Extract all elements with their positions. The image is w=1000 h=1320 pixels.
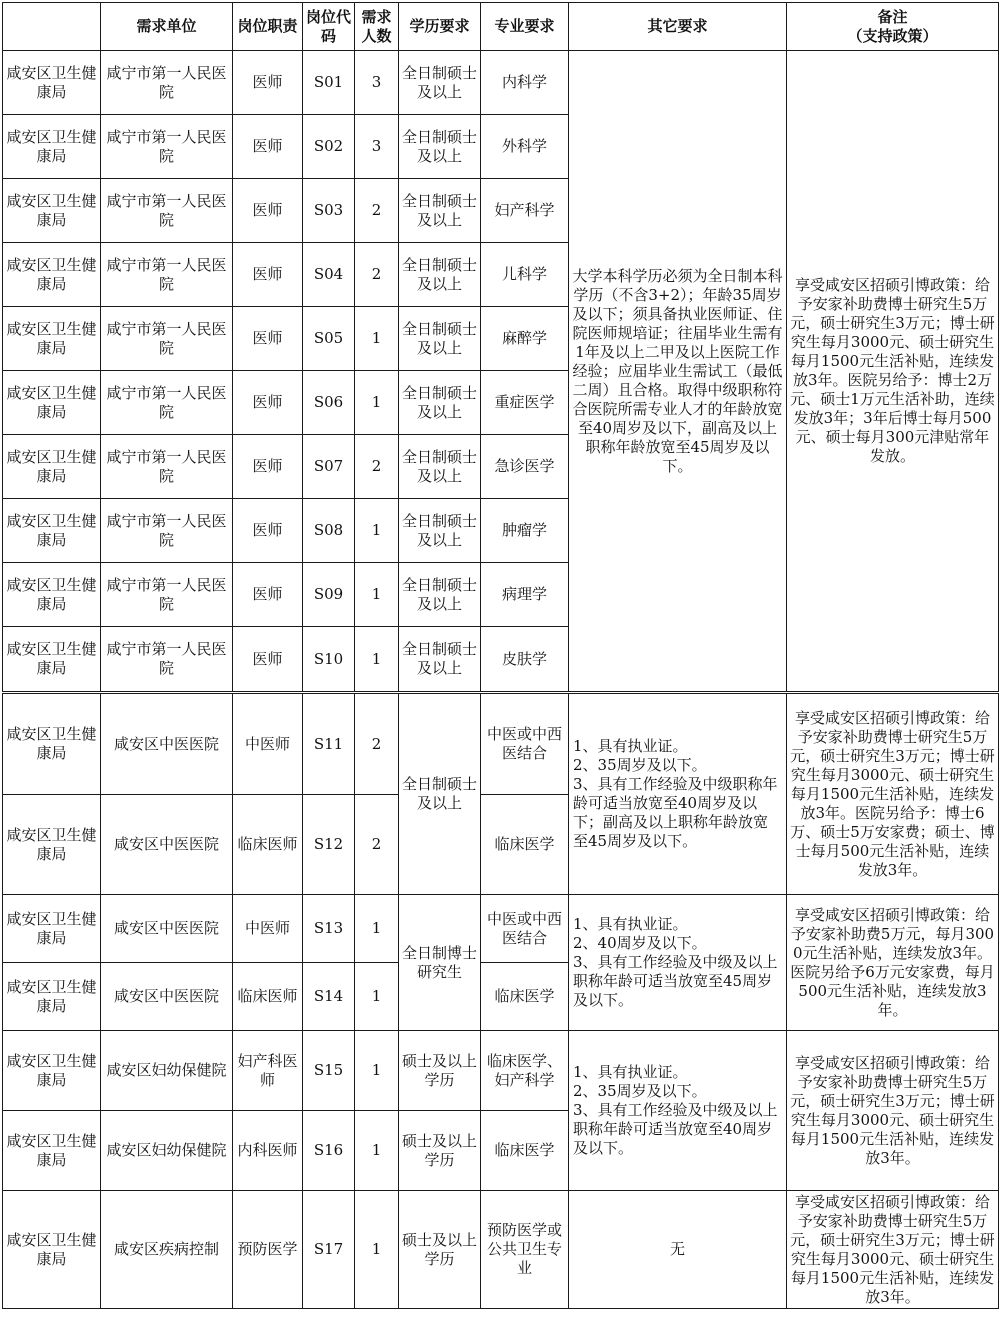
table-row [3,1191,999,1309]
cell-code: S10 [303,627,355,693]
cell-edu: 全日制硕士及以上 [399,563,481,627]
cell-org: 咸安区卫生健康局 [3,371,101,435]
cell-num: 2 [355,693,399,795]
cell-duty: 临床医师 [233,963,303,1031]
cell-major: 儿科学 [481,243,569,307]
cell-major: 急诊医学 [481,435,569,499]
cell-num: 1 [355,1031,399,1111]
cell-edu: 硕士及以上学历 [399,1191,481,1309]
cell-other: 无 [569,1191,787,1309]
cell-org: 咸安区卫生健康局 [3,795,101,895]
cell-edu: 全日制硕士及以上 [399,179,481,243]
cell-num: 1 [355,895,399,963]
cell-code: S04 [303,243,355,307]
cell-num: 2 [355,795,399,895]
cell-edu: 全日制硕士及以上 [399,435,481,499]
cell-edu: 全日制硕士及以上 [399,627,481,693]
cell-note-group4: 享受咸安区招硕引博政策：给予安家补助费博士研究生5万元，硕士研究生3万元；博士研究生每月3000元、硕士研究生每月1500元生活补贴，连续发放3年。 [787,1031,999,1191]
cell-duty: 中医师 [233,693,303,795]
cell-org: 咸安区卫生健康局 [3,1191,101,1309]
cell-org: 咸安区卫生健康局 [3,51,101,115]
cell-duty: 医师 [233,243,303,307]
cell-unit: 咸安区疾病控制 [101,1191,233,1309]
cell-code: S05 [303,307,355,371]
cell-code: S07 [303,435,355,499]
cell-duty: 预防医学 [233,1191,303,1309]
header-num: 需求人数 [355,3,399,51]
cell-num: 2 [355,435,399,499]
cell-org: 咸安区卫生健康局 [3,1031,101,1111]
cell-edu-group3: 全日制博士研究生 [399,895,481,1031]
cell-num: 1 [355,1111,399,1191]
cell-edu: 全日制硕士及以上 [399,499,481,563]
cell-num: 1 [355,1191,399,1309]
cell-duty: 中医师 [233,895,303,963]
cell-num: 1 [355,963,399,1031]
cell-duty: 医师 [233,563,303,627]
header-duty: 岗位职责 [233,3,303,51]
header-code: 岗位代码 [303,3,355,51]
cell-duty: 医师 [233,435,303,499]
cell-org: 咸安区卫生健康局 [3,307,101,371]
cell-note-group2: 享受咸安区招硕引博政策：给予安家补助费博士研究生5万元，硕士研究生3万元；博士研究生每月3000元、硕士研究生每月1500元生活补贴，连续发放3年。医院另给予：博士6万、硕士5万安家费；硕士、博士每月500元生活补贴，连续发放3年。 [787,693,999,895]
cell-major: 临床医学 [481,795,569,895]
cell-major: 预防医学或公共卫生专业 [481,1191,569,1309]
cell-duty: 医师 [233,307,303,371]
header-note-title: 备注 [877,7,908,26]
cell-unit: 咸安区中医医院 [101,963,233,1031]
cell-unit: 咸安区妇幼保健院 [101,1031,233,1111]
cell-unit: 咸宁市第一人民医院 [101,51,233,115]
cell-major: 病理学 [481,563,569,627]
cell-org: 咸安区卫生健康局 [3,895,101,963]
cell-major: 临床医学、妇产科学 [481,1031,569,1111]
cell-unit: 咸宁市第一人民医院 [101,179,233,243]
cell-code: S15 [303,1031,355,1111]
header-note-sub: （支持政策） [847,26,938,45]
header-col0 [3,3,101,51]
cell-major: 重症医学 [481,371,569,435]
header-major: 专业要求 [481,3,569,51]
cell-code: S16 [303,1111,355,1191]
cell-code: S02 [303,115,355,179]
recruitment-table [2,2,999,1309]
cell-org: 咸安区卫生健康局 [3,563,101,627]
cell-num: 1 [355,627,399,693]
cell-num: 3 [355,51,399,115]
cell-org: 咸安区卫生健康局 [3,243,101,307]
cell-duty: 医师 [233,627,303,693]
cell-num: 2 [355,179,399,243]
cell-num: 3 [355,115,399,179]
cell-major: 中医或中西医结合 [481,693,569,795]
cell-other-group3: 1、具有执业证。 2、40周岁及以下。 3、具有工作经验及中级及以上职称年龄可适当放宽至45周岁及以下。 [569,895,787,1031]
header-note [787,3,999,51]
cell-org: 咸安区卫生健康局 [3,179,101,243]
cell-edu: 硕士及以上学历 [399,1111,481,1191]
cell-org: 咸安区卫生健康局 [3,963,101,1031]
header-unit: 需求单位 [101,3,233,51]
cell-code: S17 [303,1191,355,1309]
cell-org: 咸安区卫生健康局 [3,693,101,795]
cell-edu: 全日制硕士及以上 [399,371,481,435]
cell-code: S09 [303,563,355,627]
cell-duty: 医师 [233,179,303,243]
cell-num: 2 [355,243,399,307]
cell-unit: 咸宁市第一人民医院 [101,435,233,499]
cell-major: 皮肤学 [481,627,569,693]
cell-unit: 咸安区中医医院 [101,895,233,963]
cell-duty: 医师 [233,115,303,179]
cell-org: 咸安区卫生健康局 [3,499,101,563]
cell-unit: 咸宁市第一人民医院 [101,371,233,435]
cell-major: 临床医学 [481,1111,569,1191]
cell-duty: 医师 [233,371,303,435]
cell-unit: 咸宁市第一人民医院 [101,627,233,693]
cell-unit: 咸宁市第一人民医院 [101,499,233,563]
cell-num: 1 [355,563,399,627]
cell-major: 临床医学 [481,963,569,1031]
cell-edu-group2: 全日制硕士及以上 [399,693,481,895]
cell-note: 享受咸安区招硕引博政策：给予安家补助费博士研究生5万元，硕士研究生3万元；博士研究生每月3000元、硕士研究生每月1500元生活补贴，连续发放3年。 [787,1191,999,1309]
table-row [3,895,999,963]
cell-code: S06 [303,371,355,435]
cell-edu: 全日制硕士及以上 [399,243,481,307]
table-row [3,693,999,795]
cell-duty: 医师 [233,499,303,563]
cell-num: 1 [355,499,399,563]
cell-num: 1 [355,307,399,371]
header-edu: 学历要求 [399,3,481,51]
cell-edu: 硕士及以上学历 [399,1031,481,1111]
header-row [3,3,999,51]
cell-major: 麻醉学 [481,307,569,371]
cell-major: 内科学 [481,51,569,115]
cell-code: S08 [303,499,355,563]
cell-code: S14 [303,963,355,1031]
cell-code: S01 [303,51,355,115]
cell-other-group4: 1、具有执业证。 2、35周岁及以下。 3、具有工作经验及中级及以上职称年龄可适当放宽至40周岁及以下。 [569,1031,787,1191]
cell-org: 咸安区卫生健康局 [3,1111,101,1191]
cell-major: 妇产科学 [481,179,569,243]
cell-duty: 妇产科医师 [233,1031,303,1111]
cell-unit: 咸宁市第一人民医院 [101,243,233,307]
cell-major: 肿瘤学 [481,499,569,563]
cell-edu: 全日制硕士及以上 [399,307,481,371]
cell-org: 咸安区卫生健康局 [3,115,101,179]
cell-unit: 咸安区中医医院 [101,795,233,895]
cell-code: S12 [303,795,355,895]
cell-major: 中医或中西医结合 [481,895,569,963]
cell-unit: 咸安区妇幼保健院 [101,1111,233,1191]
table-row [3,1031,999,1111]
cell-note-group3: 享受咸安区招硕引博政策：给予安家补助费5万元，每月3000元生活补贴，连续发放3年。医院另给予6万元安家费，每月500元生活补贴，连续发放3年。 [787,895,999,1031]
header-other: 其它要求 [569,3,787,51]
cell-duty: 内科医师 [233,1111,303,1191]
cell-edu: 全日制硕士及以上 [399,51,481,115]
cell-duty: 临床医师 [233,795,303,895]
cell-unit: 咸宁市第一人民医院 [101,563,233,627]
cell-org: 咸安区卫生健康局 [3,435,101,499]
cell-num: 1 [355,371,399,435]
cell-unit: 咸宁市第一人民医院 [101,307,233,371]
cell-note-group1: 享受咸安区招硕引博政策：给予安家补助费博士研究生5万元，硕士研究生3万元；博士研究生每月3000元、硕士研究生每月1500元生活补贴，连续发放3年。医院另给予：博士2万元、硕士1万元生活补助，连续发放3年；3年后博士每月500元、硕士每月300元津贴常年发放。 [787,51,999,693]
cell-other-group2: 1、具有执业证。 2、35周岁及以下。 3、具有工作经验及中级职称年龄可适当放宽至40周岁及以下；副高及以上职称年龄放宽至45周岁及以下。 [569,693,787,895]
cell-code: S13 [303,895,355,963]
cell-other-group1: 大学本科学历必须为全日制本科学历（不含3+2）；年龄35周岁及以下；须具备执业医师证、住院医师规培证；往届毕业生需有1年及以上二甲及以上医院工作经验；应届毕业生需试工（最低二周）且合格。取得中级职称符合医院所需专业人才的年龄放宽至40周岁及以下，副高及以上职称年龄放宽至45周岁及以下。 [569,51,787,693]
cell-edu: 全日制硕士及以上 [399,115,481,179]
cell-code: S03 [303,179,355,243]
cell-org: 咸安区卫生健康局 [3,627,101,693]
cell-duty: 医师 [233,51,303,115]
cell-unit: 咸宁市第一人民医院 [101,115,233,179]
cell-unit: 咸安区中医医院 [101,693,233,795]
cell-major: 外科学 [481,115,569,179]
cell-code: S11 [303,693,355,795]
table-row [3,51,999,115]
